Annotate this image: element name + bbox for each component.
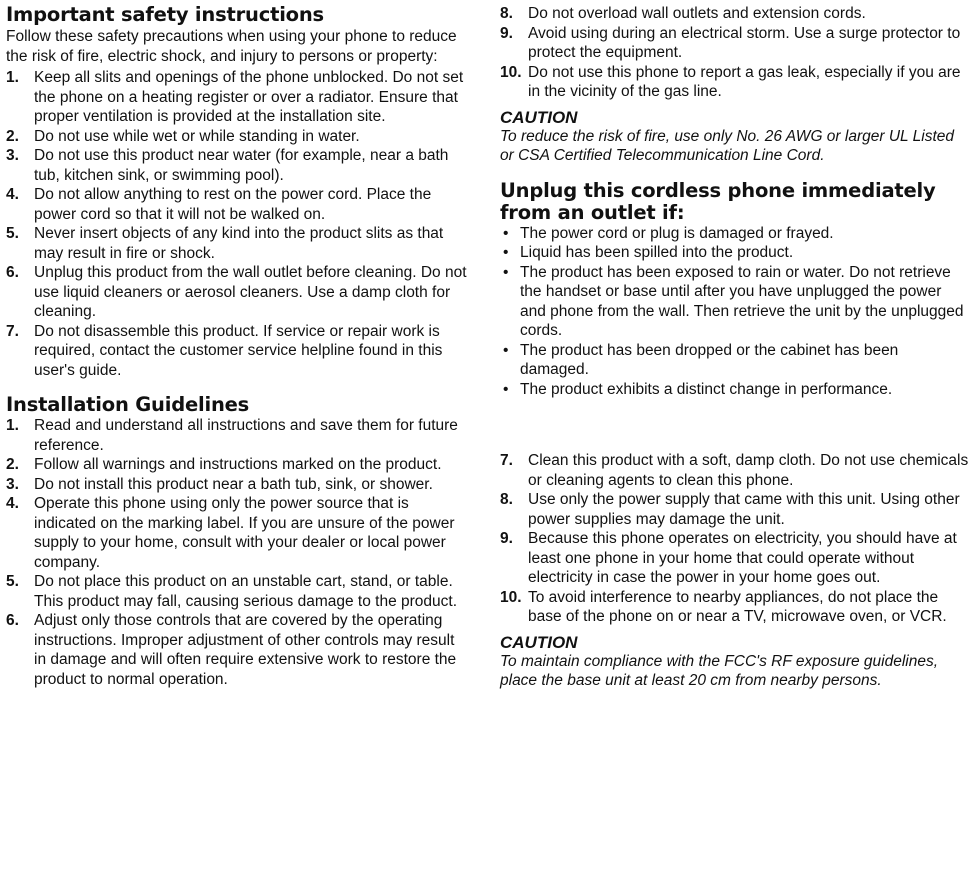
list-item: [6, 68, 468, 127]
item-text: Clean this product with a soft, damp cloth. Do not use chemicals or cleaning agents to clean this phone.: [528, 452, 969, 489]
item-text: Do not use while wet or while standing in water.: [34, 127, 360, 145]
item-text: Use only the power supply that came with this unit. Using other power supplies may damage the unit.: [528, 491, 960, 528]
item-text: Keep all slits and openings of the phone unblocked. Do not set the phone on a heating register or over a radiator. Ensure that proper ventilation is provided at the installation site.: [34, 69, 464, 125]
safety-intro: Follow these safety precautions when using your phone to reduce the risk of fire, electric shock, and injury to persons or property:: [6, 28, 457, 65]
list-item: [6, 185, 468, 224]
item-number: 10.: [500, 63, 522, 81]
item-text: Do not place this product on an unstable cart, stand, or table. This product may fall, causing serious damage to the product.: [34, 573, 458, 610]
list-item: [500, 224, 970, 244]
item-number: 9.: [500, 530, 513, 547]
item-text: Because this phone operates on electricity, you should have at least one phone in your home that could operate without electricity in case the power in your home goes out.: [528, 530, 957, 586]
item-number: 7.: [500, 452, 513, 469]
list-item: [6, 455, 468, 475]
item-text: Do not use this phone to report a gas leak, especially if you are in the vicinity of the gas line.: [528, 63, 961, 100]
item-text: The product has been exposed to rain or water. Do not retrieve the handset or base until after you have unplugged the power and phone from the wall. Then retrieve the unit by the unplugged cords.: [520, 263, 964, 339]
item-text: To avoid interference to nearby appliances, do not place the base of the phone on or near a TV, microwave oven, or VCR.: [528, 588, 947, 625]
item-number: 5.: [6, 573, 19, 590]
caution-heading: CAUTION: [500, 107, 578, 127]
list-item: [6, 572, 468, 611]
list-item: [500, 490, 970, 529]
safety-list: [6, 68, 468, 380]
item-text: Do not use this product near water (for example, near a bath tub, kitchen sink, or swimming pool).: [34, 147, 449, 184]
item-text: Liquid has been spilled into the product.: [520, 244, 794, 261]
bullet-icon: •: [503, 341, 509, 359]
item-number: 7.: [6, 322, 19, 340]
safety-heading: Important safety instructions: [6, 3, 324, 26]
item-number: 10.: [500, 588, 522, 606]
caution-text: To maintain compliance with the FCC's RF exposure guidelines, place the base unit at least 20 cm from nearby persons.: [500, 652, 939, 689]
list-item: [500, 243, 970, 263]
list-item: [500, 4, 970, 24]
unplug-list: [500, 224, 970, 400]
item-text: Unplug this product from the wall outlet before cleaning. Do not use liquid cleaners or aerosol cleaners. Use a damp cloth for cleaning.: [34, 264, 467, 320]
list-item: [500, 63, 970, 102]
item-text: Do not install this product near a bath tub, sink, or shower.: [34, 475, 433, 493]
item-number: 2.: [6, 127, 19, 145]
item-number: 2.: [6, 456, 19, 473]
section-spacer: [500, 399, 970, 451]
list-item: [500, 24, 970, 63]
list-item: [6, 127, 468, 147]
item-text: Avoid using during an electrical storm. Use a surge protector to protect the equipment.: [528, 24, 961, 61]
item-number: 5.: [6, 225, 19, 242]
list-item: [6, 416, 468, 455]
list-item: [6, 224, 468, 263]
item-text: Never insert objects of any kind into the product slits as that may result in fire or shock.: [34, 225, 444, 262]
item-text: The power cord or plug is damaged or frayed.: [520, 224, 834, 242]
list-item: [6, 263, 468, 322]
item-number: 8.: [500, 491, 513, 508]
item-text: Operate this phone using only the power source that is indicated on the marking label. If you are unsure of the power supply to your home, consult with your dealer or local power company.: [34, 495, 455, 571]
unplug-heading: Unplug this cordless phone immediately from an outlet if:: [500, 178, 936, 224]
item-number: 3.: [6, 147, 19, 164]
list-item: [500, 529, 970, 588]
right-column: [500, 4, 970, 691]
list-item: [500, 263, 970, 341]
item-number: 6.: [6, 612, 19, 629]
installation-heading: Installation Guidelines: [6, 393, 250, 416]
list-item: [500, 588, 970, 627]
item-number: 8.: [500, 5, 513, 22]
bullet-icon: •: [503, 263, 509, 281]
item-number: 6.: [6, 264, 19, 281]
item-text: Follow all warnings and instructions marked on the product.: [34, 456, 442, 473]
section-spacer: [6, 380, 468, 394]
list-item: [6, 494, 468, 572]
item-text: Do not allow anything to rest on the power cord. Place the power cord so that it will not be walked on.: [34, 186, 432, 223]
item-text: The product has been dropped or the cabinet has been damaged.: [520, 341, 899, 378]
safety-list-continued: [500, 4, 970, 102]
list-item: [6, 146, 468, 185]
item-text: Do not disassemble this product. If service or repair work is required, contact the customer service helpline found in this user's guide.: [34, 322, 443, 379]
list-item: [500, 380, 970, 400]
item-text: Adjust only those controls that are covered by the operating instructions. Improper adjustment of other controls may result in damage and will often require extensive work to restore the product to normal operation.: [34, 612, 457, 688]
list-item: [6, 322, 468, 381]
item-number: 4.: [6, 495, 19, 512]
list-item: [6, 475, 468, 495]
list-item: [6, 611, 468, 689]
item-text: Read and understand all instructions and save them for future reference.: [34, 417, 458, 454]
bullet-icon: •: [503, 244, 509, 261]
installation-list: [6, 416, 468, 689]
item-number: 1.: [6, 69, 19, 86]
item-number: 1.: [6, 417, 19, 434]
item-number: 9.: [500, 24, 513, 42]
item-text: Do not overload wall outlets and extension cords.: [528, 5, 866, 22]
caution-text: To reduce the risk of fire, use only No. 26 AWG or larger UL Listed or CSA Certified Telecommunication Line Cord.: [500, 127, 955, 164]
bullet-icon: •: [503, 224, 509, 242]
item-number: 3.: [6, 475, 19, 493]
item-text: The product exhibits a distinct change in performance.: [520, 380, 893, 398]
list-item: [500, 341, 970, 380]
section-spacer: [500, 166, 970, 180]
item-number: 4.: [6, 186, 19, 203]
caution-heading: CAUTION: [500, 632, 578, 652]
bullet-icon: •: [503, 380, 509, 398]
left-column: [6, 4, 468, 689]
installation-list-continued: [500, 451, 970, 627]
list-item: [500, 451, 970, 490]
